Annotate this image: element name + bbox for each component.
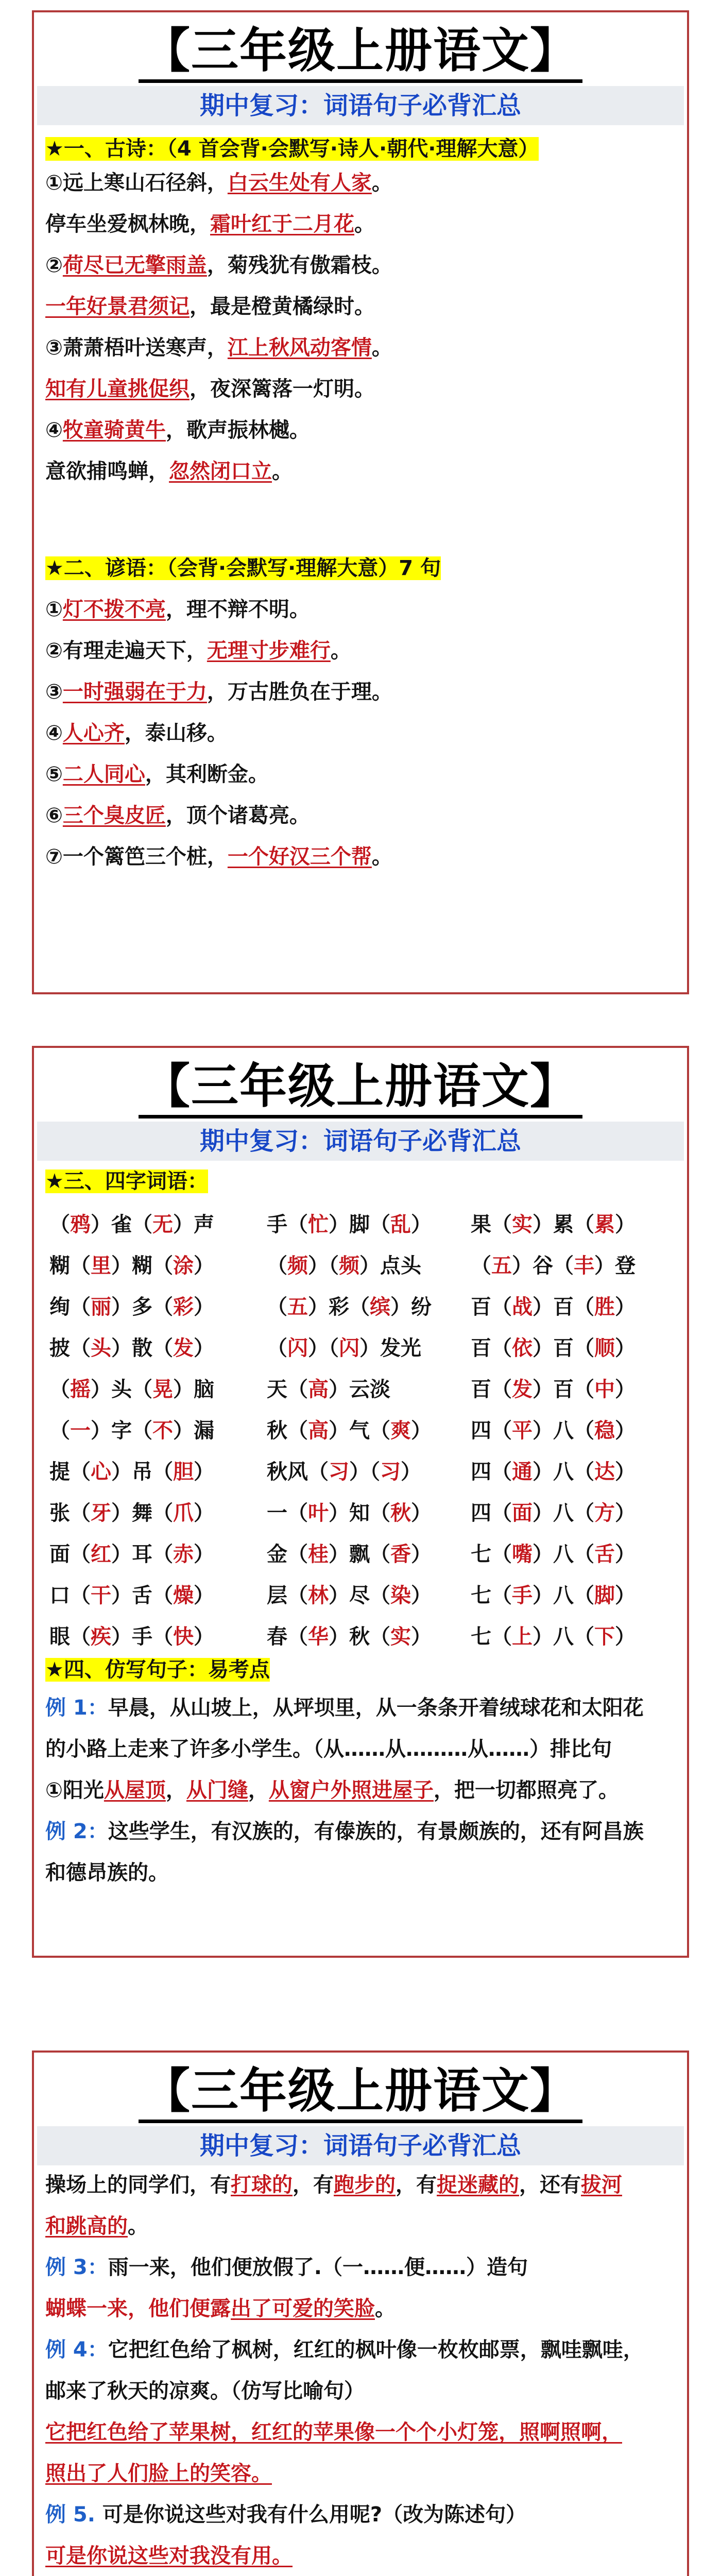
- idiom-cell: 面（红）耳（赤）: [49, 1543, 214, 1566]
- example-4-answer-cont: 照出了人们脸上的笑容。: [45, 2462, 272, 2485]
- idiom-cell: 一（叶）知（秋）: [267, 1501, 432, 1525]
- page-subtitle: 期中复习：词语句子必背汇总: [37, 1122, 684, 1161]
- idiom-cell: 百（发）百（中）: [471, 1378, 636, 1401]
- example-2: 例 2：这些学生，有汉族的，有傣族的，有景颇族的，还有阿昌族: [45, 1820, 644, 1843]
- page-1: [32, 10, 689, 994]
- idiom-cell: 天（高）云淡: [267, 1378, 390, 1401]
- idiom-cell: 秋（高）气（爽）: [267, 1419, 432, 1443]
- idiom-cell: 层（林）尽（染）: [267, 1584, 432, 1607]
- poem-line: 停车坐爱枫林晚，霜叶红于二月花。: [45, 212, 375, 236]
- proverb-line: ①灯不拨不亮，理不辩不明。: [45, 598, 310, 621]
- example-1-cont: 的小路上走来了许多小学生。（从……从………从……）排比句: [45, 1737, 612, 1761]
- page-subtitle: 期中复习：词语句子必背汇总: [37, 86, 684, 125]
- example-2-cont: 和德昂族的。: [45, 1861, 169, 1885]
- idiom-cell: 七（上）八（下）: [471, 1625, 636, 1649]
- idiom-cell: 果（实）累（累）: [471, 1213, 636, 1236]
- example-3-answer: 蝴蝶一来，他们便露出了可爱的笑脸。: [45, 2297, 396, 2320]
- proverb-line: ⑤二人同心，其利断金。: [45, 762, 269, 786]
- idiom-cell: 百（依）百（顺）: [471, 1336, 636, 1360]
- proverb-line: ③一时强弱在于力，万古胜负在于理。: [45, 680, 392, 704]
- poem-line: ②荷尽已无擎雨盖，菊残犹有傲霜枝。: [45, 253, 392, 277]
- example-4-answer: 它把红色给了苹果树，红红的苹果像一个个小灯笼，照啊照啊，: [45, 2420, 622, 2444]
- idiom-cell: 春（华）秋（实）: [267, 1625, 432, 1649]
- idiom-cell: （频）（频）点头: [267, 1254, 421, 1278]
- example-continued: 和跳高的。: [45, 2214, 148, 2238]
- idiom-grid: [45, 1202, 676, 1655]
- section-heading-poems: ★一、古诗：（4 首会背·会默写·诗人·朝代·理解大意）: [45, 137, 539, 161]
- idiom-cell: 提（心）吊（胆）: [49, 1460, 214, 1484]
- poem-list: [45, 173, 676, 502]
- idiom-cell: 七（嘴）八（舌）: [471, 1543, 636, 1566]
- idiom-cell: 手（忙）脚（乱）: [267, 1213, 432, 1236]
- idiom-cell: 糊（里）糊（涂）: [49, 1254, 214, 1278]
- section-heading-proverbs: ★二、谚语：（会背·会默写·理解大意）7 句: [45, 556, 441, 580]
- idiom-cell: 七（手）八（脚）: [471, 1584, 636, 1607]
- page-subtitle: 期中复习：词语句子必背汇总: [37, 2126, 684, 2165]
- idiom-cell: 四（通）八（达）: [471, 1460, 636, 1484]
- proverb-line: ④人心齐，泰山移。: [45, 721, 228, 745]
- proverb-list: [45, 599, 676, 888]
- section-heading-idioms: ★三、四字词语：: [45, 1170, 208, 1193]
- poem-line: 意欲捕鸣蝉，忽然闭口立。: [45, 460, 293, 483]
- proverb-line: ⑦一个篱笆三个桩，一个好汉三个帮。: [45, 845, 392, 869]
- section-heading-imitation: ★四、仿写句子：易考点: [45, 1658, 270, 1682]
- example-label: 例 1：: [45, 1696, 108, 1720]
- example-1: 例 1：早晨，从山坡上，从坪坝里，从一条条开着绒球花和太阳花: [45, 1696, 644, 1720]
- poem-line: ①远上寒山石径斜，白云生处有人家。: [45, 171, 392, 195]
- example-5: 例 5. 可是你说这些对我有什么用呢?（改为陈述句）: [45, 2503, 527, 2527]
- idiom-cell: 口（干）舌（燥）: [49, 1584, 214, 1607]
- idiom-cell: （闪）（闪）发光: [267, 1336, 421, 1360]
- idiom-cell: 四（平）八（稳）: [471, 1419, 636, 1443]
- example-5-answer: 可是你说这些对我没有用。: [45, 2544, 293, 2568]
- idiom-cell: 秋风（习）（习）: [267, 1460, 421, 1484]
- idiom-cell: （五）彩（缤）纷: [267, 1295, 432, 1319]
- example-4: 例 4：它把红色给了枫树，红红的枫叶像一枚枚邮票，飘哇飘哇，: [45, 2338, 644, 2362]
- proverb-line: ②有理走遍天下，无理寸步难行。: [45, 639, 351, 663]
- idiom-cell: 披（头）散（发）: [49, 1336, 214, 1360]
- example-continued: 操场上的同学们，有打球的，有跑步的，有捉迷藏的，还有拔河: [45, 2173, 622, 2197]
- example-3: 例 3：雨一来，他们便放假了.（一……便……）造句: [45, 2256, 528, 2279]
- poem-line: 知有儿童挑促织，夜深篱落一灯明。: [45, 377, 375, 401]
- example-1-answer: ①阳光从屋顶，从门缝，从窗户外照进屋子，把一切都照亮了。: [45, 1778, 619, 1802]
- page-title: 【三年级上册语文】: [139, 22, 582, 83]
- example-4-cont: 邮来了秋天的凉爽。（仿写比喻句）: [45, 2379, 365, 2403]
- poem-line: ③萧萧梧叶送寒声，江上秋风动客情。: [45, 336, 392, 360]
- idiom-cell: （摇）头（晃）脑: [49, 1378, 214, 1401]
- page-title: 【三年级上册语文】: [139, 2062, 582, 2123]
- poem-line: 一年好景君须记，最是橙黄橘绿时。: [45, 295, 375, 318]
- idiom-cell: （五）谷（丰）登: [471, 1254, 636, 1278]
- proverb-line: ⑥三个臭皮匠，顶个诸葛亮。: [45, 804, 310, 827]
- page-3: [32, 2050, 689, 2576]
- example-label: 例 2：: [45, 1820, 108, 1843]
- idiom-cell: 百（战）百（胜）: [471, 1295, 636, 1319]
- idiom-cell: 金（桂）飘（香）: [267, 1543, 432, 1566]
- idiom-cell: （鸦）雀（无）声: [49, 1213, 214, 1236]
- idiom-cell: （一）字（不）漏: [49, 1419, 214, 1443]
- poem-line: ④牧童骑黄牛，歌声振林樾。: [45, 418, 310, 442]
- idiom-cell: 张（牙）舞（爪）: [49, 1501, 214, 1525]
- page-2: [32, 1046, 689, 1958]
- idiom-cell: 眼（疾）手（快）: [49, 1625, 214, 1649]
- idiom-cell: 四（面）八（方）: [471, 1501, 636, 1525]
- idiom-cell: 绚（丽）多（彩）: [49, 1295, 214, 1319]
- page-title: 【三年级上册语文】: [139, 1057, 582, 1118]
